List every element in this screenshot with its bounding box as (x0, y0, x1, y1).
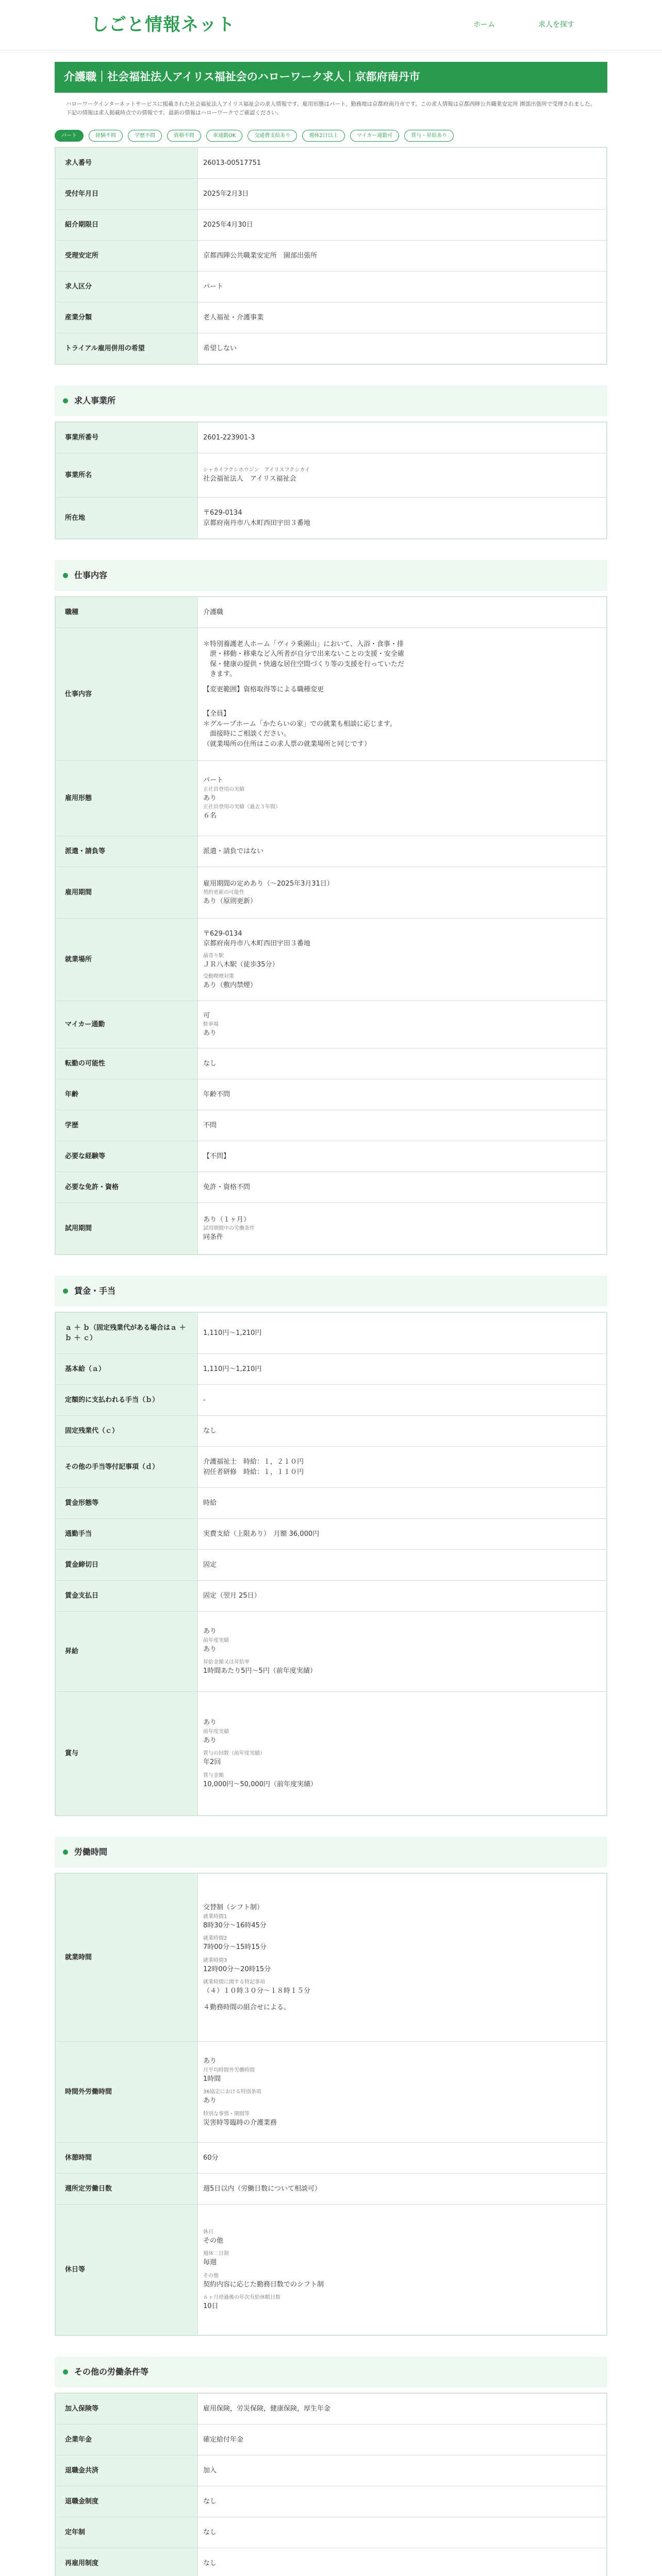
row-label: 紹介期限日 (56, 210, 198, 241)
tag-badge: マイカー通勤可 (350, 130, 400, 142)
feature-tags (55, 130, 607, 142)
spacer (203, 680, 601, 685)
row-label: 退職金共済 (56, 2455, 198, 2486)
sub-label: 最寄り駅 (203, 953, 224, 959)
allowance-line: 初任者研修 時給：１，１１０円 (203, 1468, 304, 1476)
intro-text: ハローワークインターネットサービスに掲載された社会福祉法人アイリス福祉会の求人情報です。雇用形態はパート、勤務地は京都府南丹市です。この求人情報は京都西陣公共職業安定所 園部出張所で受理されました。下記の情報は求人掲載時点での情報です。最新の情報はハローワークでご確認ください。 (66, 100, 596, 116)
other-table (55, 2393, 607, 2576)
sub-value: あり (203, 794, 217, 802)
row-value: 確定給付年金 (198, 2425, 607, 2455)
row-value: - (198, 1385, 607, 1416)
row-label: 産業分類 (56, 302, 198, 333)
row-label: 基本給（ａ） (56, 1354, 198, 1385)
row-label: 週所定労働日数 (56, 2174, 198, 2205)
sub-label: 月平均時間外労働時間 (203, 2067, 255, 2073)
row-value: あり (203, 1628, 217, 1636)
sub-value: 契約内容に応じた勤務日数でのシフト制 (203, 2280, 324, 2289)
row-label: 雇用形態 (56, 761, 198, 836)
row-label: 事業所名 (56, 453, 198, 498)
row-label: ａ ＋ ｂ（固定残業代がある場合はａ ＋ ｂ ＋ ｃ） (56, 1313, 198, 1354)
row-value: 2601-223901-3 (198, 422, 607, 453)
row-label: 通勤手当 (56, 1519, 198, 1550)
tag-badge: 週休2日以上 (302, 130, 344, 142)
sub-label: ６ヶ月経過後の年次有給休暇日数 (203, 2295, 280, 2301)
row-value: 固定（翌月 25日） (198, 1581, 607, 1612)
section-heading (55, 560, 607, 591)
section-heading (55, 385, 607, 416)
bullet-icon (63, 398, 68, 403)
section-heading (55, 1276, 607, 1307)
row-value: あり (203, 1719, 217, 1727)
row-value: あり (203, 2057, 217, 2065)
sub-label: 週休二日制 (203, 2251, 229, 2257)
tag-badge: 学歴不問 (128, 130, 162, 142)
row-value: 介護職 (198, 597, 607, 628)
sub-value: 災害時等臨時の介護業務 (203, 2119, 277, 2127)
row-value: 時給 (198, 1488, 607, 1519)
sub-value: ＪＲ八木駅（徒歩35分） (203, 960, 279, 969)
row-value: 60分 (198, 2143, 607, 2174)
job-description-line: （就業場所の住所はこの求人票の就業場所と同じです） (203, 740, 371, 748)
sub-value: あり（敷内禁煙） (203, 981, 257, 990)
job-description-line: 泄・移動・移乗など入所者が自分で出来ないことの支援・安全確 (203, 650, 405, 658)
row-label: 就業場所 (56, 919, 198, 1001)
sub-value: ６名 (203, 812, 217, 820)
row-value: なし (198, 2486, 607, 2517)
tag-badge: パート (55, 130, 84, 142)
job-description-line: きます。 (203, 670, 236, 679)
main-content (55, 62, 607, 2576)
row-label: 再雇用制度 (56, 2548, 198, 2576)
nav-link-search[interactable]: 求人を探す (538, 21, 574, 29)
company-name-kana: シャカイフクシホウジン アイリスフクシカイ (203, 467, 310, 473)
tag-badge: 賞与・昇給あり (404, 130, 454, 142)
sub-label: 昇給金額又は昇給率 (203, 1659, 250, 1666)
row-label: マイカー通勤 (56, 1001, 198, 1048)
sub-label: 前年度実績 (203, 1637, 229, 1643)
row-label: 賞与 (56, 1692, 198, 1816)
employment-type: パート (203, 776, 224, 785)
row-label: 就業時間 (56, 1874, 198, 2042)
row-label: 転勤の可能性 (56, 1048, 198, 1079)
row-label: 時間外労働時間 (56, 2042, 198, 2143)
bullet-icon (63, 573, 68, 578)
job-table (55, 597, 607, 1255)
row-value: 希望しない (198, 333, 607, 364)
section-title: 仕事内容 (74, 570, 108, 581)
row-value: 不問 (198, 1110, 607, 1141)
row-label: 休憩時間 (56, 2143, 198, 2174)
sub-value: 年2回 (203, 1758, 221, 1767)
wage-panel (55, 1312, 607, 1816)
row-value: 2025年2月3日 (198, 179, 607, 210)
job-description-line: ＊グループホーム「かたらいの家」での就業も相談に応じます。 (203, 720, 396, 728)
row-value: なし (198, 1416, 607, 1447)
bullet-icon (63, 2369, 68, 2375)
row-value: 免許・資格不問 (198, 1172, 607, 1203)
row-label: 必要な経験等 (56, 1141, 198, 1172)
sub-value: 10,000円〜50,000円（前年度実績） (203, 1780, 317, 1788)
row-value: 26013-00517751 (198, 148, 607, 179)
time-table (55, 1873, 607, 2335)
sub-label: 賞与の回数（前年度実績） (203, 1751, 265, 1757)
row-value: 交替制（シフト制） (203, 1904, 264, 1912)
site-logo[interactable]: しごと情報ネット (91, 14, 235, 35)
sub-value: 8時30分〜16時45分 (203, 1921, 267, 1929)
sub-label: 正社員登用の実績 (203, 786, 244, 792)
row-value: 雇用保険，労災保険，健康保険，厚生年金 (198, 2394, 607, 2425)
row-label: 賃金形態等 (56, 1488, 198, 1519)
sub-label: 正社員登用の実績（過去３年間） (203, 804, 280, 810)
row-label: 昇給 (56, 1612, 198, 1692)
row-label: トライアル雇用併用の希望 (56, 333, 198, 364)
row-note: ４勤務時間の組合せによる。 (203, 2003, 291, 2011)
row-label: 加入保険等 (56, 2394, 198, 2425)
page-title: 介護職｜社会福祉法人アイリス福祉会のハローワーク求人｜京都府南丹市 (55, 62, 607, 93)
sub-value: 12時00分〜20時15分 (203, 1965, 271, 1973)
row-label: 仕事内容 (56, 628, 198, 761)
basic-info-panel (55, 147, 607, 365)
section-title: その他の労働条件等 (74, 2367, 149, 2377)
row-label: 必要な免許・資格 (56, 1172, 198, 1203)
sub-label: 就業時間3 (203, 1957, 227, 1963)
sub-value: あり (203, 1736, 217, 1744)
sub-label: 賞与金額 (203, 1772, 224, 1778)
row-value: 可 (203, 1011, 210, 1020)
tag-badge: 経験不問 (89, 130, 123, 142)
row-value: 年齢不問 (198, 1079, 607, 1110)
row-label: 退職金制度 (56, 2486, 198, 2517)
row-label: 定年制 (56, 2517, 198, 2548)
company-address: 京都府南丹市八木町西田宇田３番地 (203, 519, 311, 527)
company-zip: 〒629-0134 (203, 509, 242, 517)
sub-label: 就業時間1 (203, 1913, 227, 1920)
row-label: 試用期間 (56, 1203, 198, 1255)
other-panel (55, 2393, 607, 2576)
row-value: 老人福祉・介護事業 (198, 302, 607, 333)
header-nav (473, 20, 574, 30)
sub-value: あり (203, 1029, 217, 1038)
row-value: なし (198, 2517, 607, 2548)
sub-label: 休日 (203, 2229, 213, 2235)
site-header (0, 0, 662, 50)
sub-value: あり (203, 1645, 217, 1653)
job-description-line: 面接時にご相談ください。 (203, 730, 291, 738)
row-value: なし (198, 1048, 607, 1079)
row-label: 派遣・請負等 (56, 836, 198, 867)
company-panel (55, 421, 607, 539)
row-value: あり（１ヶ月） (203, 1215, 251, 1224)
row-label: 求人区分 (56, 272, 198, 302)
section-title: 労働時間 (74, 1847, 108, 1857)
row-value: 京都西陣公共職業安定所 園部出張所 (198, 241, 607, 272)
row-label: 求人番号 (56, 148, 198, 179)
row-value: 【不問】 (198, 1141, 607, 1172)
sub-value: 同条件 (203, 1233, 224, 1242)
row-value: 雇用期間の定めあり（～2025年3月31日） (203, 879, 334, 888)
basic-info-table (55, 147, 607, 364)
workplace-address: 京都府南丹市八木町西田宇田３番地 (203, 940, 311, 948)
sub-label: 前年度実績 (203, 1728, 229, 1735)
row-label: 事業所番号 (56, 422, 198, 453)
nav-link-home[interactable]: ホーム (473, 21, 495, 29)
sub-value: 毎週 (203, 2259, 217, 2267)
row-value: 週5日以内（労働日数について相談可） (198, 2174, 607, 2205)
row-label: 賃金締切日 (56, 1550, 198, 1581)
tag-badge: 交通費支給あり (247, 130, 297, 142)
workplace-zip: 〒629-0134 (203, 929, 242, 938)
sub-value: （４）１０時３０分〜１８時１５分 (203, 1987, 311, 1995)
sub-label: 試用期間中の労働条件 (203, 1226, 255, 1232)
section-title: 賃金・手当 (74, 1286, 116, 1296)
row-label: 企業年金 (56, 2425, 198, 2455)
sub-value: あり（原則更新） (203, 897, 257, 906)
section-title: 求人事業所 (74, 396, 116, 406)
section-heading (55, 1837, 607, 1868)
tag-badge: 車通勤OK (206, 130, 242, 142)
sub-value: 1時間あたり5円〜5円（前年度実績） (203, 1667, 317, 1675)
row-label: 年齢 (56, 1079, 198, 1110)
row-label: その他の手当等付記事項（ｄ） (56, 1447, 198, 1488)
bullet-icon (63, 1850, 68, 1855)
row-value: なし (198, 2548, 607, 2576)
sub-label: 駐車場 (203, 1022, 219, 1028)
row-label: 所在地 (56, 498, 198, 539)
row-value: 派遣・請負ではない (198, 836, 607, 867)
row-value: 加入 (198, 2455, 607, 2486)
row-label: 休日等 (56, 2205, 198, 2335)
row-value: 2025年4月30日 (198, 210, 607, 241)
row-label: 雇用期間 (56, 867, 198, 919)
sub-value: 1時間 (203, 2075, 221, 2083)
wage-table (55, 1312, 607, 1816)
company-table (55, 422, 607, 539)
sub-value: 10日 (203, 2302, 219, 2311)
bullet-icon (63, 1289, 68, 1294)
row-value: パート (198, 272, 607, 302)
sub-value: その他 (203, 2236, 224, 2245)
sub-value: あり (203, 2097, 217, 2105)
row-label: 受理安定所 (56, 241, 198, 272)
allowance-line: 介護福祉士 時給：１，２１０円 (203, 1458, 304, 1466)
row-label: 職種 (56, 597, 198, 628)
job-description-line: ＊特別養護老人ホーム「ヴィラ乗園山」において、入浴・食事・排 (203, 640, 404, 648)
row-label: 賃金支払日 (56, 1581, 198, 1612)
sub-label: 受動喫煙対策 (203, 974, 234, 980)
row-label: 受付年月日 (56, 179, 198, 210)
sub-label: 就業時間に関する特記事項 (203, 1979, 265, 1986)
time-panel (55, 1873, 607, 2336)
tag-badge: 資格不問 (167, 130, 201, 142)
sub-label: 契約更新の可能性 (203, 890, 244, 896)
sub-label: 36協定における特別条項 (203, 2089, 261, 2095)
row-value: 実費支給（上限あり） 月額 36,000円 (198, 1519, 607, 1550)
row-label: 固定残業代（ｃ） (56, 1416, 198, 1447)
row-value: 1,110円〜1,210円 (198, 1354, 607, 1385)
job-description-line: 【全員】 (203, 710, 230, 718)
row-value: 1,110円〜1,210円 (198, 1313, 607, 1354)
sub-value: 7時00分〜15時15分 (203, 1943, 267, 1952)
row-label: 学歴 (56, 1110, 198, 1141)
sub-label: 特別な事情・期間等 (203, 2111, 250, 2117)
job-panel (55, 596, 607, 1255)
job-description-line: 【変更範囲】資格取得等による職種変更 (203, 685, 324, 693)
row-label: 定額的に支払われる手当（ｂ） (56, 1385, 198, 1416)
sub-label: その他 (203, 2273, 219, 2279)
job-description-line: 保・健康の提供・快適な居住空間づくり等の支援を行っていただ (203, 660, 405, 668)
row-value: 固定 (198, 1550, 607, 1581)
company-name: 社会福祉法人 アイリス福祉会 (203, 475, 296, 483)
section-heading (55, 2357, 607, 2387)
sub-label: 就業時間2 (203, 1936, 227, 1942)
spacer (203, 694, 601, 709)
